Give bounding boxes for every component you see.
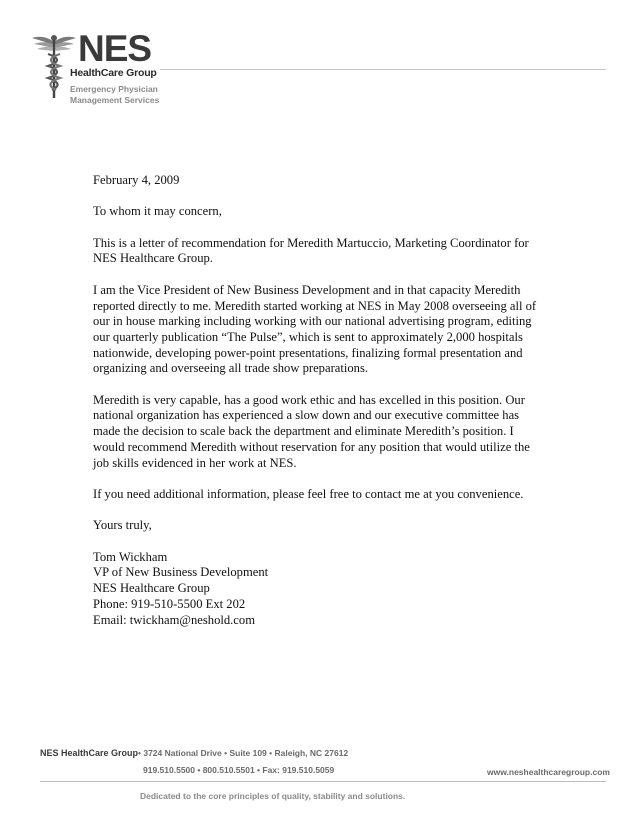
signature-block xyxy=(93,550,543,629)
services-line-1: Emergency Physician xyxy=(70,84,158,94)
footer-tagline: Dedicated to the core principles of quality, stability and solutions. xyxy=(140,791,406,801)
footer-address: • 3724 National Drive • Suite 109 • Raleigh, NC 27612 xyxy=(138,748,349,758)
letter-paragraph-1: This is a letter of recommendation for Meredith Martuccio, Marketing Coordinator for NES Healthcare Group. xyxy=(93,235,529,266)
footer-website: www.neshealthcaregroup.com xyxy=(487,767,610,777)
signature-email: Email: twickham@neshold.com xyxy=(93,612,255,627)
signature-name: Tom Wickham xyxy=(93,549,168,564)
letter-paragraph-2: I am the Vice President of New Business Development and in that capacity Meredith reported directly to me. Meredith started working at NES in May 2008 overseeing all of our in house marking including working with our national advertising program, editing our quarterly publication “The Pulse”, which is sent to approximately 2,000 hospitals nationwide, developing power-point presentations, finalizing formal presentation and organizing and overseeing all trade show preparations. xyxy=(93,282,537,376)
services-line-2: Management Services xyxy=(70,95,160,105)
logo-subtitle: HealthCare Group xyxy=(70,67,157,79)
signature-title: VP of New Business Development xyxy=(93,565,269,580)
letter-body xyxy=(93,173,543,628)
letterhead-footer xyxy=(0,740,638,810)
letterhead xyxy=(0,0,638,130)
letter-paragraph-3: Meredith is very capable, has a good work ethic and has excelled in this position. Our national organization has experienced a slow down and our executive committee has made the decision to scale back the department and eliminate Meredith’s position. I would recommend Meredith without reservation for any position that would utilize the job skills evidenced in her work at NES. xyxy=(93,392,530,470)
logo-services xyxy=(70,84,159,106)
letter-salutation: To whom it may concern, xyxy=(93,204,222,219)
signature-phone: Phone: 919-510-5500 Ext 202 xyxy=(93,596,246,611)
footer-divider xyxy=(40,781,606,782)
letter-paragraph-4: If you need additional information, please feel free to contact me at you convenience. xyxy=(93,486,524,501)
logo-name: NES xyxy=(78,28,152,69)
signature-company: NES Healthcare Group xyxy=(93,581,210,596)
letter-date: February 4, 2009 xyxy=(93,173,180,187)
footer-company: NES HealthCare Group xyxy=(40,748,139,758)
footer-phones: 919.510.5500 • 800.510.5501 • Fax: 919.510.5059 xyxy=(143,765,335,775)
letter-closing: Yours truly, xyxy=(93,518,152,533)
header-divider xyxy=(160,69,606,70)
